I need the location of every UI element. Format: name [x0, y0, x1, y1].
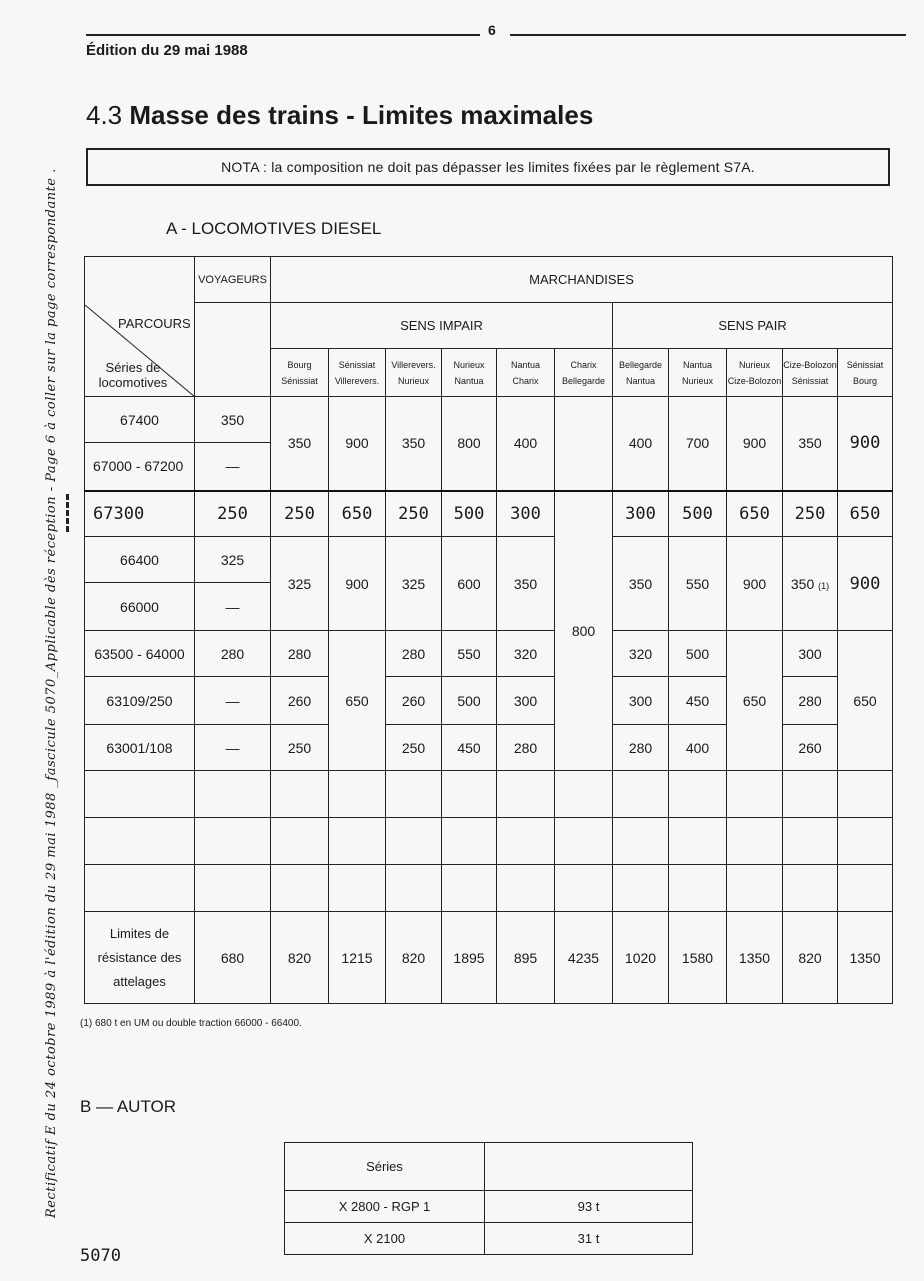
side-dash-mark [66, 494, 72, 532]
cell: 650 [727, 491, 783, 537]
voyageurs-67000: — [195, 443, 271, 491]
cell: 260 [386, 677, 442, 725]
autor-value: 31 t [485, 1223, 693, 1255]
cell: 350 [783, 397, 838, 491]
voyageurs-empty-header [195, 303, 271, 397]
cell: 650 [329, 491, 386, 537]
cell: 300 [613, 677, 669, 725]
route-header: Charix Bellegarde [555, 349, 613, 397]
empty-row [85, 818, 893, 865]
cell: 700 [669, 397, 727, 491]
document-number: 5070 [80, 1246, 121, 1266]
section-number: 4.3 [86, 100, 123, 130]
footnote-ref: (1) [818, 580, 830, 591]
series-67400: 67400 [85, 397, 195, 443]
cell: 650 [838, 631, 893, 771]
nota-text: NOTA : la composition ne doit pas dépasser les limites fixées par le règlement S7A. [221, 159, 755, 175]
route-header: Cize-Bolozon Sénissiat [783, 349, 838, 397]
autor-table [284, 1142, 693, 1255]
cell: 250 [386, 491, 442, 537]
cell: 900 [329, 397, 386, 491]
cell: 350 [613, 537, 669, 631]
route-header: Villerevers. Nurieux [386, 349, 442, 397]
series-63001: 63001/108 [85, 725, 195, 771]
cell: 600 [442, 537, 497, 631]
route-header: Sénissiat Villerevers. [329, 349, 386, 397]
page-number: 6 [488, 22, 496, 38]
cell: 280 [613, 725, 669, 771]
cell: 900 [727, 537, 783, 631]
limit-cell: 1580 [669, 912, 727, 1004]
cell: 450 [442, 725, 497, 771]
col-sens-impair: SENS IMPAIR [271, 303, 613, 349]
cell: 450 [669, 677, 727, 725]
series-63500: 63500 - 64000 [85, 631, 195, 677]
limit-cell: 1215 [329, 912, 386, 1004]
page-title [86, 100, 593, 131]
nota-box [86, 148, 890, 186]
cell: 900 [727, 397, 783, 491]
route-header: Bellegarde Nantua [613, 349, 669, 397]
limit-cell: 820 [271, 912, 329, 1004]
route-header: Nantua Charix [497, 349, 555, 397]
cell: 300 [497, 491, 555, 537]
series-67000: 67000 - 67200 [85, 443, 195, 491]
route-header: Nurieux Nantua [442, 349, 497, 397]
section-title: Masse des trains - Limites maximales [129, 100, 594, 130]
limit-cell: 1350 [727, 912, 783, 1004]
autor-header-series: Séries [285, 1143, 485, 1191]
side-annotation: Rectificatif E du 24 octobre 1989 à l'édition du 29 mai 1988 _fascicule 5070_Applicable dès réception - Page 6 à coller sur la page correspondante . [44, 168, 59, 1218]
cell: 400 [613, 397, 669, 491]
cell: 550 [442, 631, 497, 677]
cell: 500 [442, 491, 497, 537]
cell: 300 [783, 631, 838, 677]
col-sens-pair: SENS PAIR [613, 303, 893, 349]
cell: 280 [386, 631, 442, 677]
cell: 325 [386, 537, 442, 631]
cell: 550 [669, 537, 727, 631]
series-label: Séries de locomotives [98, 360, 168, 390]
voyageurs-63500: 280 [195, 631, 271, 677]
cell: 300 [497, 677, 555, 725]
cell: 400 [669, 725, 727, 771]
cell: 500 [669, 631, 727, 677]
cell: 300 [613, 491, 669, 537]
edition-date: Édition du 29 mai 1988 [86, 42, 248, 59]
parcours-label: PARCOURS [118, 316, 191, 331]
cell: 250 [783, 491, 838, 537]
cell: 320 [497, 631, 555, 677]
route-header: Nantua Nurieux [669, 349, 727, 397]
empty-row [85, 865, 893, 912]
voyageurs-63001: — [195, 725, 271, 771]
charix-bellegarde-cell: 800 [555, 491, 613, 771]
voyageurs-67400: 350 [195, 397, 271, 443]
limit-cell: 1350 [838, 912, 893, 1004]
cell: 320 [613, 631, 669, 677]
voyageurs-67300: 250 [195, 491, 271, 537]
series-66400: 66400 [85, 537, 195, 583]
series-66000: 66000 [85, 583, 195, 631]
cell: 650 [838, 491, 893, 537]
series-63109: 63109/250 [85, 677, 195, 725]
cell: 800 [442, 397, 497, 491]
section-a-heading: A - LOCOMOTIVES DIESEL [166, 219, 382, 238]
cell: 350 [497, 537, 555, 631]
footnote: (1) 680 t en UM ou double traction 66000 - 66400. [80, 1018, 302, 1029]
limit-cell: 1895 [442, 912, 497, 1004]
cell: 260 [271, 677, 329, 725]
cell: 500 [442, 677, 497, 725]
cell-empty [555, 397, 613, 491]
limits-label: Limites de résistance des attelages [85, 912, 195, 1004]
voyageurs-63109: — [195, 677, 271, 725]
voyageurs-66000: — [195, 583, 271, 631]
cell: 325 [271, 537, 329, 631]
cell: 250 [271, 491, 329, 537]
cell: 650 [329, 631, 386, 771]
limit-cell: 895 [497, 912, 555, 1004]
cell: 350 [386, 397, 442, 491]
autor-series: X 2100 [285, 1223, 485, 1255]
series-67300: 67300 [85, 491, 195, 537]
col-voyageurs: VOYAGEURS [195, 257, 271, 303]
cell: 900 [838, 397, 893, 491]
limit-cell: 4235 [555, 912, 613, 1004]
limit-cell: 820 [783, 912, 838, 1004]
cell: 250 [271, 725, 329, 771]
route-header: Bourg Sénissiat [271, 349, 329, 397]
autor-header-empty [485, 1143, 693, 1191]
cell: 280 [783, 677, 838, 725]
cell: 280 [497, 725, 555, 771]
cell: 500 [669, 491, 727, 537]
cell: 650 [727, 631, 783, 771]
cell: 280 [271, 631, 329, 677]
cell: 260 [783, 725, 838, 771]
cell: 350 [271, 397, 329, 491]
autor-value: 93 t [485, 1191, 693, 1223]
cell: 250 [386, 725, 442, 771]
limit-cell: 680 [195, 912, 271, 1004]
cell: 400 [497, 397, 555, 491]
autor-series: X 2800 - RGP 1 [285, 1191, 485, 1223]
cell-with-footnote: 350 (1) [783, 537, 838, 631]
limit-cell: 1020 [613, 912, 669, 1004]
diesel-limits-table [84, 256, 893, 1004]
route-header: Nurieux Cize-Bolozon [727, 349, 783, 397]
cell: 900 [838, 537, 893, 631]
col-marchandises: MARCHANDISES [271, 257, 893, 303]
limit-cell: 820 [386, 912, 442, 1004]
voyageurs-66400: 325 [195, 537, 271, 583]
section-b-heading: B — AUTOR [80, 1097, 177, 1116]
route-header: Sénissiat Bourg [838, 349, 893, 397]
cell: 900 [329, 537, 386, 631]
empty-row [85, 771, 893, 818]
